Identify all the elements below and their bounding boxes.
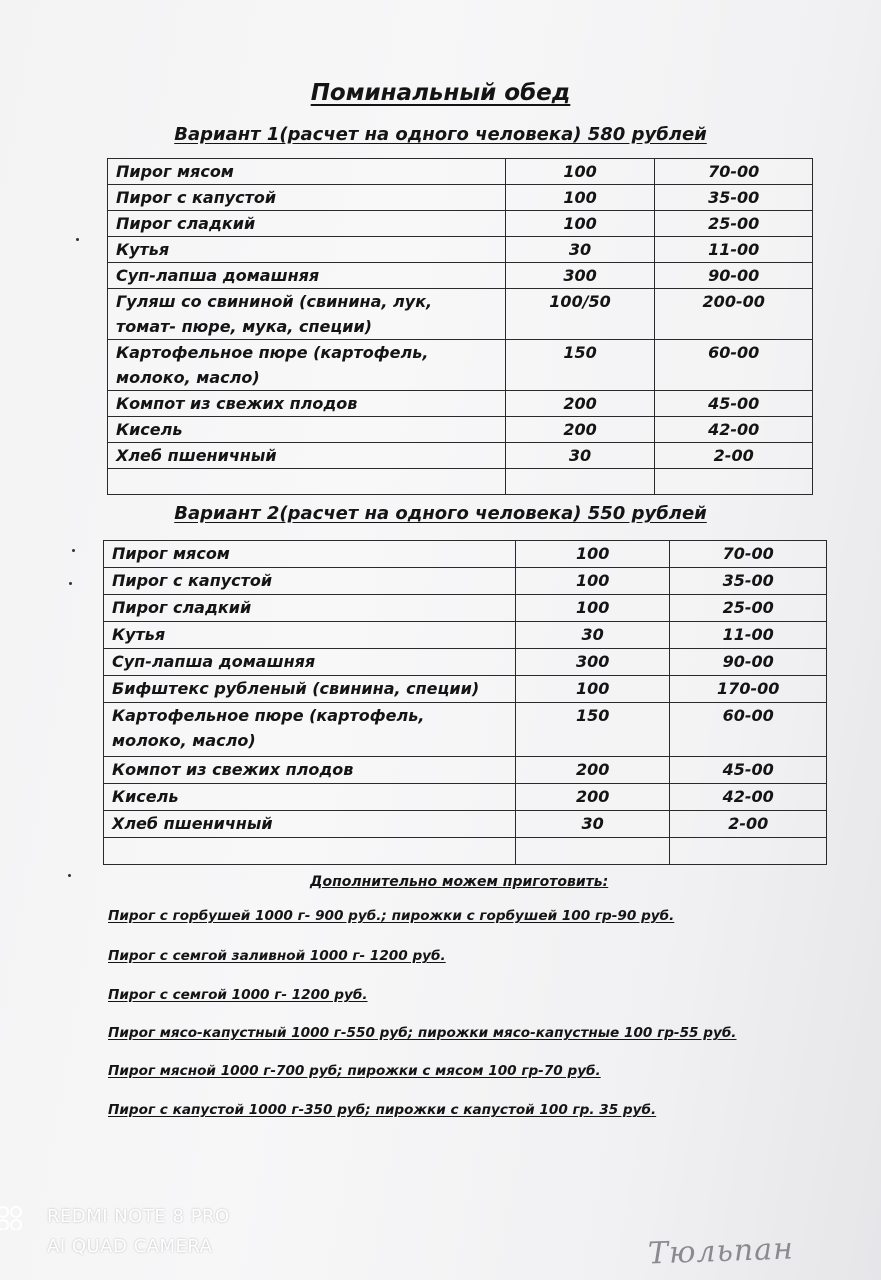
dish-quantity: 30 — [515, 811, 670, 838]
dish-price: 2-00 — [670, 811, 827, 838]
dish-price: 42-00 — [670, 784, 827, 811]
dish-name-line: Хлеб пшеничный — [112, 814, 273, 833]
dish-name-line: молоко, масло) — [112, 731, 256, 750]
table-row — [104, 595, 827, 622]
extra-offer-line: Пирог с семгой заливной 1000 г- 1200 руб. — [108, 948, 446, 964]
table-row — [108, 289, 813, 340]
margin-dot — [76, 238, 79, 241]
dish-name-line: Бифштекс рубленый (свинина, специи) — [112, 679, 480, 698]
dish-price: 70-00 — [670, 541, 827, 568]
table-row — [104, 622, 827, 649]
dish-name — [104, 568, 516, 595]
extra-offer-line: Пирог с семгой 1000 г- 1200 руб. — [108, 987, 368, 1003]
empty-cell — [505, 469, 655, 495]
table-row — [104, 568, 827, 595]
dish-quantity: 100 — [515, 676, 670, 703]
dish-name — [108, 391, 506, 417]
dish-name-line: Пирог с капустой — [116, 188, 277, 207]
dish-name — [104, 649, 516, 676]
dish-name-line: Компот из свежих плодов — [112, 760, 354, 779]
dish-name — [108, 159, 506, 185]
extra-offer-line: Пирог мясо-капустный 1000 г-550 руб; пирожки мясо-капустные 100 гр-55 руб. — [108, 1025, 737, 1041]
quad-camera-icon — [0, 1206, 24, 1230]
dish-quantity: 200 — [505, 417, 655, 443]
dish-name-line: Пирог мясом — [116, 162, 234, 181]
extras-title: Дополнительно можем приготовить: — [310, 874, 609, 890]
dish-quantity: 100/50 — [505, 289, 655, 340]
empty-row — [104, 838, 827, 865]
dish-price: 90-00 — [655, 263, 813, 289]
dish-price: 60-00 — [655, 340, 813, 391]
table-row — [104, 784, 827, 811]
dish-name-line: томат- пюре, мука, специи) — [116, 317, 372, 336]
extra-offer-line: Пирог с капустой 1000 г-350 руб; пирожки с капустой 100 гр. 35 руб. — [108, 1102, 657, 1118]
table-row — [108, 340, 813, 391]
empty-cell — [104, 838, 516, 865]
dish-name-line: Компот из свежих плодов — [116, 394, 358, 413]
dish-quantity: 100 — [515, 595, 670, 622]
dish-quantity: 100 — [505, 185, 655, 211]
variant1-title: Вариант 1(расчет на одного человека) 580 рублей — [174, 124, 707, 145]
dish-name-line: Картофельное пюре (картофель, — [116, 343, 429, 362]
dish-quantity: 100 — [515, 541, 670, 568]
extra-offer-line: Пирог с горбушей 1000 г- 900 руб.; пирожки с горбушей 100 гр-90 руб. — [108, 908, 675, 924]
table-row — [104, 811, 827, 838]
dish-name — [108, 443, 506, 469]
table-row — [104, 541, 827, 568]
dish-name — [108, 237, 506, 263]
dish-name — [104, 676, 516, 703]
dish-quantity: 300 — [505, 263, 655, 289]
variant2-table — [103, 540, 827, 865]
dish-name-line: Кисель — [116, 420, 183, 439]
dish-name — [104, 622, 516, 649]
dish-quantity: 150 — [505, 340, 655, 391]
dish-quantity: 30 — [515, 622, 670, 649]
document-title: Поминальный обед — [310, 80, 571, 106]
empty-cell — [655, 469, 813, 495]
dish-name-line: Кутья — [116, 240, 170, 259]
dish-name — [104, 541, 516, 568]
dish-quantity: 30 — [505, 237, 655, 263]
watermark-line1: REDMI NOTE 8 PRO — [47, 1206, 230, 1227]
dish-name — [108, 263, 506, 289]
dish-name — [108, 417, 506, 443]
table-row — [108, 211, 813, 237]
dish-price: 45-00 — [670, 757, 827, 784]
dish-name-line: Гуляш со свининой (свинина, лук, — [116, 292, 433, 311]
dish-name-line: Кисель — [112, 787, 179, 806]
table-row — [108, 417, 813, 443]
dish-name-line: молоко, масло) — [116, 368, 260, 387]
dish-name — [104, 703, 516, 757]
table-row — [104, 676, 827, 703]
empty-cell — [670, 838, 827, 865]
variant2-title: Вариант 2(расчет на одного человека) 550 рублей — [174, 503, 707, 524]
dish-price: 170-00 — [670, 676, 827, 703]
dish-name — [108, 211, 506, 237]
dish-quantity: 200 — [515, 757, 670, 784]
dish-price: 45-00 — [655, 391, 813, 417]
dish-name — [104, 595, 516, 622]
dish-price: 200-00 — [655, 289, 813, 340]
empty-cell — [515, 838, 670, 865]
extra-offer-line: Пирог мясной 1000 г-700 руб; пирожки с мясом 100 гр-70 руб. — [108, 1063, 601, 1079]
dish-name — [104, 757, 516, 784]
empty-cell — [108, 469, 506, 495]
dish-quantity: 200 — [505, 391, 655, 417]
dish-name — [108, 185, 506, 211]
dish-quantity: 100 — [505, 159, 655, 185]
dish-name-line: Хлеб пшеничный — [116, 446, 277, 465]
dish-quantity: 150 — [515, 703, 670, 757]
table-row — [108, 391, 813, 417]
table-row — [108, 159, 813, 185]
dish-name-line: Суп-лапша домашняя — [116, 266, 320, 285]
dish-name — [104, 784, 516, 811]
dish-price: 2-00 — [655, 443, 813, 469]
dish-price: 90-00 — [670, 649, 827, 676]
dish-name — [108, 340, 506, 391]
table-row — [104, 649, 827, 676]
margin-dot — [72, 549, 75, 552]
variant1-table — [107, 158, 813, 495]
table-row — [104, 703, 827, 757]
table-row — [108, 237, 813, 263]
watermark-line2: AI QUAD CAMERA — [47, 1236, 213, 1257]
margin-dot — [69, 582, 72, 585]
dish-name — [108, 289, 506, 340]
dish-price: 25-00 — [670, 595, 827, 622]
dish-price: 35-00 — [655, 185, 813, 211]
dish-name-line: Пирог сладкий — [116, 214, 256, 233]
dish-quantity: 100 — [515, 568, 670, 595]
dish-name-line: Картофельное пюре (картофель, — [112, 706, 425, 725]
dish-price: 11-00 — [655, 237, 813, 263]
dish-quantity: 200 — [515, 784, 670, 811]
dish-quantity: 100 — [505, 211, 655, 237]
dish-quantity: 30 — [505, 443, 655, 469]
dish-price: 60-00 — [670, 703, 827, 757]
dish-name-line: Пирог с капустой — [112, 571, 273, 590]
dish-quantity: 300 — [515, 649, 670, 676]
dish-name-line: Суп-лапша домашняя — [112, 652, 316, 671]
handwritten-signature: Тюльпан — [647, 1231, 795, 1272]
table-row — [108, 443, 813, 469]
margin-dot — [68, 874, 71, 877]
table-row — [108, 263, 813, 289]
dish-price: 70-00 — [655, 159, 813, 185]
dish-price: 42-00 — [655, 417, 813, 443]
dish-price: 11-00 — [670, 622, 827, 649]
dish-price: 35-00 — [670, 568, 827, 595]
empty-row — [108, 469, 813, 495]
dish-name — [104, 811, 516, 838]
dish-price: 25-00 — [655, 211, 813, 237]
table-row — [104, 757, 827, 784]
dish-name-line: Пирог сладкий — [112, 598, 252, 617]
dish-name-line: Кутья — [112, 625, 166, 644]
dish-name-line: Пирог мясом — [112, 544, 230, 563]
table-row — [108, 185, 813, 211]
